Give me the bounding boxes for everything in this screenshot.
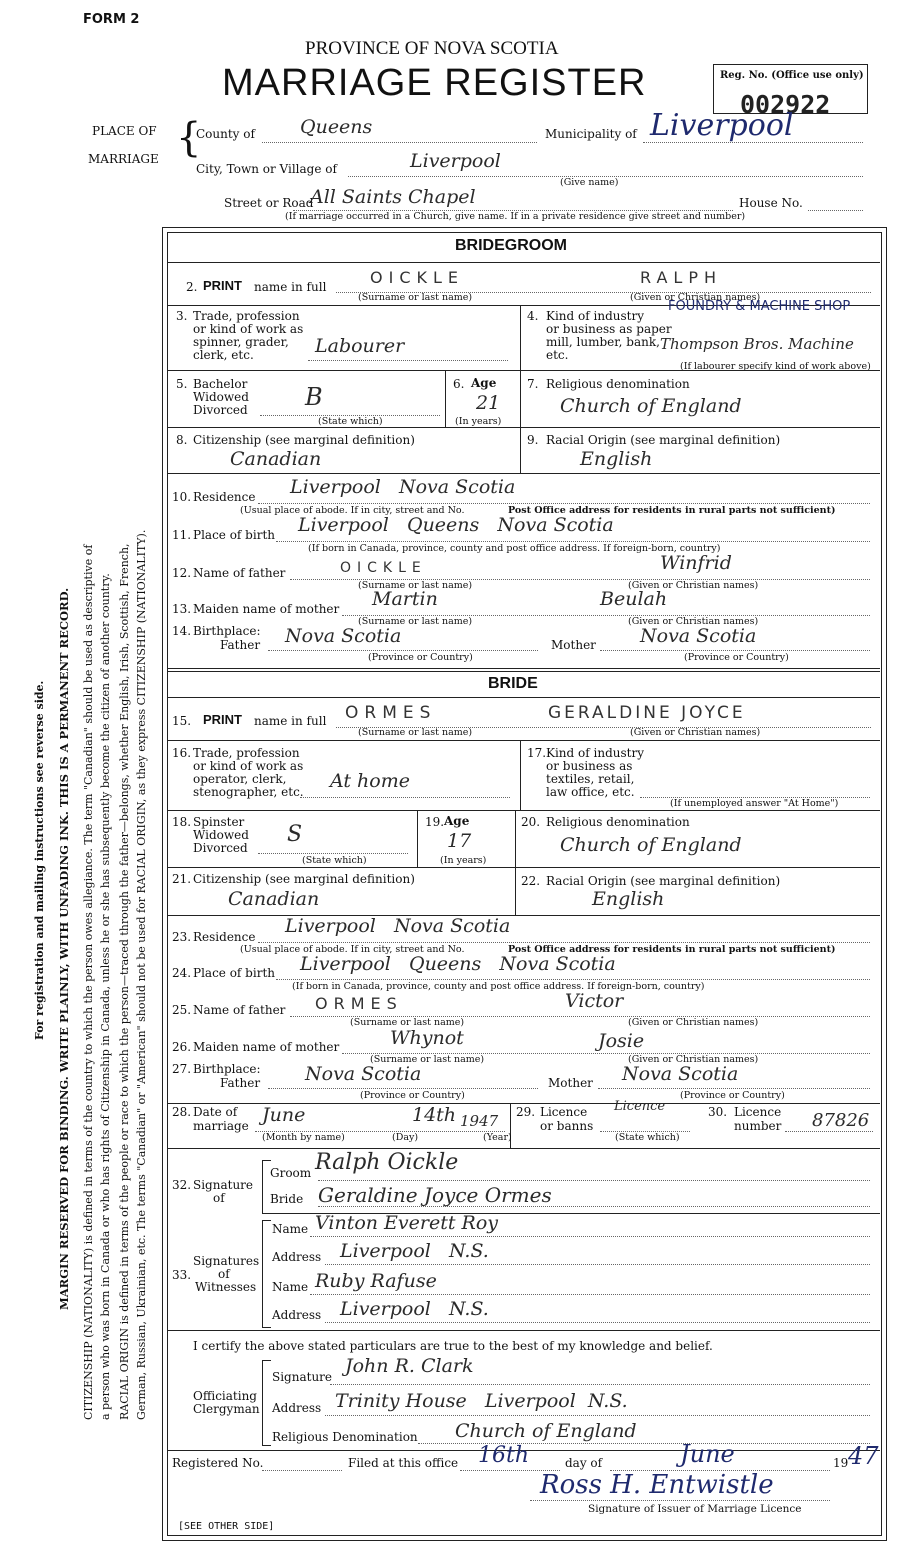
bride-religion: Church of England <box>560 834 742 856</box>
bride-status: S <box>287 822 303 847</box>
witness1-name: Vinton Everett Roy <box>315 1212 499 1234</box>
see-other-side: [SEE OTHER SIDE] <box>178 1521 275 1532</box>
margin-racial-def-2: German, Russian, Ukrainian, etc. The terms "Canadian" or "American" should not be used for RACIAL ORIGIN, as they express CITIZENSHIP (NATIONALITY). <box>135 529 148 1420</box>
bride-mother-birthplace: Nova Scotia <box>622 1063 739 1085</box>
groom-mother-surname: Martin <box>372 588 438 610</box>
house-label: House No. <box>739 196 803 210</box>
marriage-month: June <box>262 1104 306 1126</box>
bridegroom-heading: BRIDEGROOM <box>455 237 567 254</box>
province-heading: PROVINCE OF NOVA SCOTIA <box>305 38 559 59</box>
bride-father-given: Victor <box>565 990 624 1012</box>
street-note: (If marriage occurred in a Church, give name. If in a private residence give street and number) <box>285 211 746 222</box>
licence-or-banns: Licence <box>614 1099 666 1114</box>
groom-racial-origin: English <box>580 448 653 470</box>
witness2-name: Ruby Rafuse <box>315 1270 437 1292</box>
filed-day: 16th <box>478 1443 530 1468</box>
marriage-day: 14th <box>412 1104 457 1126</box>
witness-bracket <box>262 1220 271 1328</box>
city-value: Liverpool <box>410 150 501 172</box>
clergy-address: Trinity House Liverpool N.S. <box>335 1390 628 1412</box>
groom-residence: Liverpool Nova Scotia <box>290 476 516 498</box>
bride-racial-origin: English <box>592 888 665 910</box>
bride-given: GERALDINE JOYCE <box>548 703 746 723</box>
groom-surname: OICKLE <box>370 268 464 287</box>
place-of-label: PLACE OF <box>92 124 157 138</box>
street-label: Street or Road <box>224 196 314 210</box>
groom-place-of-birth: Liverpool Queens Nova Scotia <box>298 514 614 536</box>
groom-signature: Ralph Oickle <box>315 1150 459 1175</box>
clergy-religion: Church of England <box>455 1420 637 1442</box>
bride-mother-given: Josie <box>598 1030 645 1052</box>
witness1-address: Liverpool N.S. <box>340 1240 489 1262</box>
groom-industry-employer: Thompson Bros. Machine <box>660 335 854 353</box>
margin-citizenship-def: CITIZENSHIP (NATIONALITY) is defined in terms of the country to which the person owes allegiance. The term "Canadian" should be used as descriptive of <box>82 544 95 1420</box>
groom-mother-given: Beulah <box>600 588 668 610</box>
groom-age: 21 <box>476 392 501 414</box>
clergy-signature: John R. Clark <box>345 1355 474 1377</box>
clergy-bracket <box>262 1360 271 1446</box>
issuer-label: Signature of Issuer of Marriage Licence <box>588 1503 802 1515</box>
reg-no-value: 002922 <box>740 90 831 119</box>
bride-age: 17 <box>447 830 472 852</box>
groom-religion: Church of England <box>560 395 742 417</box>
groom-citizenship: Canadian <box>230 448 322 470</box>
licence-number: 87826 <box>812 1110 870 1131</box>
form-number: FORM 2 <box>83 12 140 27</box>
county-value: Queens <box>300 116 373 138</box>
margin-binding-notice: MARGIN RESERVED FOR BINDING. WRITE PLAINLY, WITH UNFADING INK. THIS IS A PERMANENT RECORD. <box>57 587 71 1310</box>
print-label: PRINT <box>203 278 242 293</box>
issuer-signature: Ross H. Entwistle <box>540 1470 774 1500</box>
brace: { <box>176 115 202 161</box>
groom-father-surname: OICKLE <box>340 560 427 576</box>
county-label: County of <box>196 127 255 141</box>
groom-status: B <box>305 383 323 411</box>
bride-residence: Liverpool Nova Scotia <box>285 915 511 937</box>
groom-industry: FOUNDRY & MACHINE SHOP <box>668 299 851 314</box>
give-name-note: (Give name) <box>560 177 619 188</box>
marriage-year: 1947 <box>460 1112 499 1130</box>
reg-no-label: Reg. No. (Office use only) <box>720 70 864 81</box>
witness2-address: Liverpool N.S. <box>340 1298 489 1320</box>
bride-trade: At home <box>330 770 410 792</box>
groom-mother-birthplace: Nova Scotia <box>640 625 757 647</box>
filed-year: 47 <box>848 1442 879 1470</box>
filed-month: June <box>680 1440 735 1468</box>
bride-mother-surname: Whynot <box>390 1027 464 1049</box>
city-label: City, Town or Village of <box>196 162 337 176</box>
margin-instructions: For registration and mailing instructions see reverse side. <box>33 680 46 1040</box>
bride-father-surname: ORMES <box>315 994 403 1013</box>
street-value: All Saints Chapel <box>310 186 476 208</box>
bride-place-of-birth: Liverpool Queens Nova Scotia <box>300 953 616 975</box>
certification-text: I certify the above stated particulars are true to the best of my knowledge and belief. <box>193 1339 713 1353</box>
groom-father-birthplace: Nova Scotia <box>285 625 402 647</box>
municipality-label: Municipality of <box>545 127 637 141</box>
groom-trade: Labourer <box>315 335 405 357</box>
marriage-label: MARRIAGE <box>88 152 159 166</box>
bride-citizenship: Canadian <box>228 888 320 910</box>
groom-father-given: Winfrid <box>660 552 732 574</box>
bride-signature: Geraldine Joyce Ormes <box>318 1183 552 1207</box>
bride-heading: BRIDE <box>488 675 538 692</box>
municipality-value: Liverpool <box>650 108 794 143</box>
margin-citizenship-def-2: a person who was born in Canada or who has rights of Citizenship in Canada, unless he or she has subsequently become the citizen of another country. <box>99 573 112 1420</box>
groom-given: RALPH <box>640 268 723 287</box>
page-title: MARRIAGE REGISTER <box>222 62 647 104</box>
margin-racial-def: RACIAL ORIGIN is defined in terms of the people or race to which the person—traced through the father—belongs, whether English, Irish, Scottish, French, <box>118 543 131 1420</box>
bride-surname: ORMES <box>345 703 437 723</box>
bride-father-birthplace: Nova Scotia <box>305 1063 422 1085</box>
